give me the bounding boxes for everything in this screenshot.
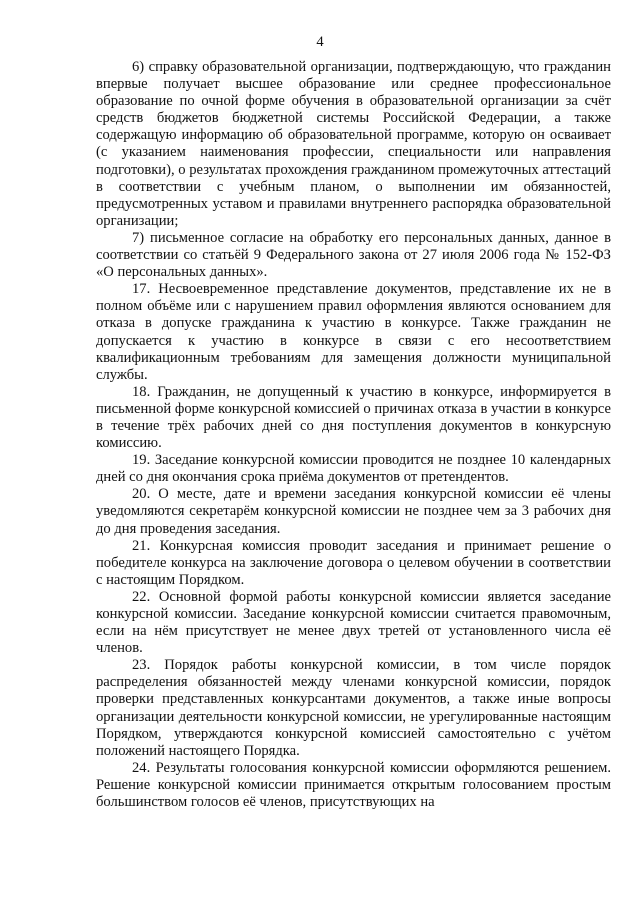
paragraph-22: 22. Основной формой работы конкурсной комиссии является заседание конкурсной комиссии. Заседание конкурсной комиссии считается правомочным, если на нём присутствует не менее двух третей от установленного числа её членов.: [96, 588, 611, 657]
paragraph-20: 20. О месте, дате и времени заседания конкурсной комиссии её члены уведомляются секретарём конкурсной комиссии не позднее чем за 3 рабочих дня до дня проведения заседания.: [96, 486, 611, 537]
paragraph-6-certificate: 6) справку образовательной организации, подтверждающую, что гражданин впервые получает высшее образование или среднее профессиональное образование по очной форме обучения в образовательной организации за счёт средств бюджетов бюджетной системы Российской Федерации, а также содержащую информацию об образовательной программе, которую он осваивает (с указанием наименования профессии, специальности или направления подготовки), о результатах прохождения гражданином промежуточных аттестаций в соответствии с учебным планом, о выполнении им обязанностей, предусмотренных уставом и правилами внутреннего распорядка образовательной организации;: [96, 59, 611, 229]
paragraph-18: 18. Гражданин, не допущенный к участию в конкурсе, информируется в письменной форме конкурсной комиссией о причинах отказа в участии в конкурсе в течение трёх рабочих дней со дня поступления документов в конкурсную комиссию.: [96, 383, 611, 452]
paragraph-7-consent: 7) письменное согласие на обработку его персональных данных, данное в соответствии со статьёй 9 Федерального закона от 27 июля 2006 года № 152-ФЗ «О персональных данных».: [96, 229, 611, 281]
page-number: 4: [316, 34, 324, 50]
paragraph-17: 17. Несвоевременное представление документов, представление их не в полном объёме или с нарушением правил оформления являются основанием для отказа в допуске гражданина к участию в конкурсе. Также гражданин не допускается к участию в конкурсе в связи с его несоответствием квалификационным требованиям для замещения должности муниципальной службы.: [96, 281, 611, 383]
document-body: [96, 59, 611, 811]
paragraph-23: 23. Порядок работы конкурсной комиссии, в том числе порядок распределения обязанностей между членами конкурсной комиссии, порядок проверки представленных конкурсантами документов, а также иные вопросы организации деятельности конкурсной комиссии, не урегулированные настоящим Порядком, утверждаются конкурсной комиссией самостоятельно с учётом положений настоящего Порядка.: [96, 657, 611, 759]
paragraph-19: 19. Заседание конкурсной комиссии проводится не позднее 10 календарных дней со дня окончания срока приёма документов от претендентов.: [96, 452, 611, 486]
paragraph-21: 21. Конкурсная комиссия проводит заседания и принимает решение о победителе конкурса на заключение договора о целевом обучении в соответствии с настоящим Порядком.: [96, 537, 611, 588]
paragraph-24: 24. Результаты голосования конкурсной комиссии оформляются решением. Решение конкурсной комиссии принимается открытым голосованием простым большинством голосов её членов, присутствующих на: [96, 759, 611, 811]
